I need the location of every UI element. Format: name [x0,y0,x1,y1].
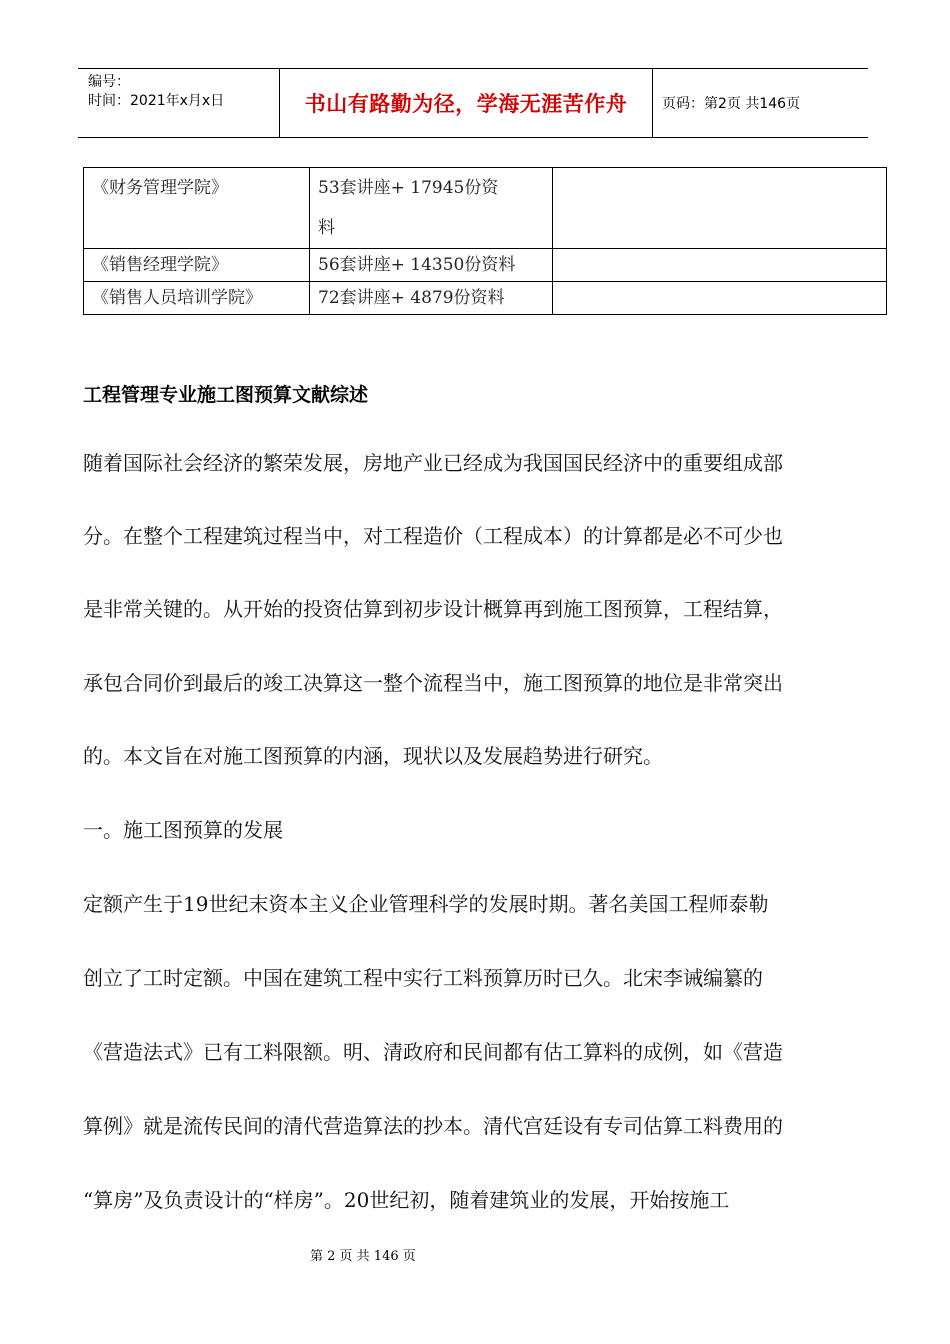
section-heading: 一。施工图预算的发展 [83,818,283,842]
table-cell-extra [553,249,887,282]
article-title: 工程管理专业施工图预算文献综述 [83,384,369,406]
number-label: 编号： [88,74,130,90]
paragraph-line: 创立了工时定额。中国在建筑工程中实行工料预算历时已久。北宋李诫编纂的 [83,966,763,990]
paragraph-line: “算房”及负责设计的“样房”。20世纪初，随着建筑业的发展，开始按施工 [83,1188,730,1212]
resource-table [83,167,887,315]
content-line: 料 [318,218,335,238]
table-cell-name: 《销售经理学院》 [84,249,310,282]
paragraph-line: 分。在整个工程建筑过程当中，对工程造价（工程成本）的计算都是必不可少也 [83,524,783,548]
footer-page-number: 第 2 页 共 146 页 [310,1249,416,1264]
table-cell-name: 《财务管理学院》 [84,168,310,249]
paragraph-line: 《营造法式》已有工料限额。明、清政府和民间都有估工算料的成例，如《营造 [83,1040,783,1064]
page-footer [0,1245,950,1264]
time-label: 时间：2021年x月x日 [88,93,225,109]
table-cell-content [310,168,553,249]
header-page-label: 页码：第2页 共146页 [662,96,801,112]
paragraph-line: 随着国际社会经济的繁荣发展，房地产业已经成为我国国民经济中的重要组成部 [83,451,783,475]
table-row [84,249,887,282]
paragraph-line: 算例》就是流传民间的清代营造算法的抄本。清代宫廷设有专司估算工料费用的 [83,1114,783,1138]
header-meta [78,69,280,137]
paragraph-line: 承包合同价到最后的竣工决算这一整个流程当中，施工图预算的地位是非常突出 [83,671,783,695]
header-motto: 书山有路勤为径，学海无涯苦作舟 [280,69,653,137]
table-row [84,282,887,315]
page-header [78,68,868,138]
table-cell-name: 《销售人员培训学院》 [84,282,310,315]
table-cell-extra [553,168,887,249]
table-cell-extra [553,282,887,315]
paragraph-line: 是非常关键的。从开始的投资估算到初步设计概算再到施工图预算，工程结算， [83,597,783,621]
table-cell-content: 56套讲座+ 14350份资料 [310,249,553,282]
paragraph-line: 定额产生于19世纪末资本主义企业管理科学的发展时期。著名美国工程师泰勒 [83,892,769,916]
table-cell-content: 72套讲座+ 4879份资料 [310,282,553,315]
content-line: 53套讲座+ 17945份资 [318,178,499,198]
paragraph-line: 的。本文旨在对施工图预算的内涵，现状以及发展趋势进行研究。 [83,744,663,768]
table-row [84,168,887,249]
